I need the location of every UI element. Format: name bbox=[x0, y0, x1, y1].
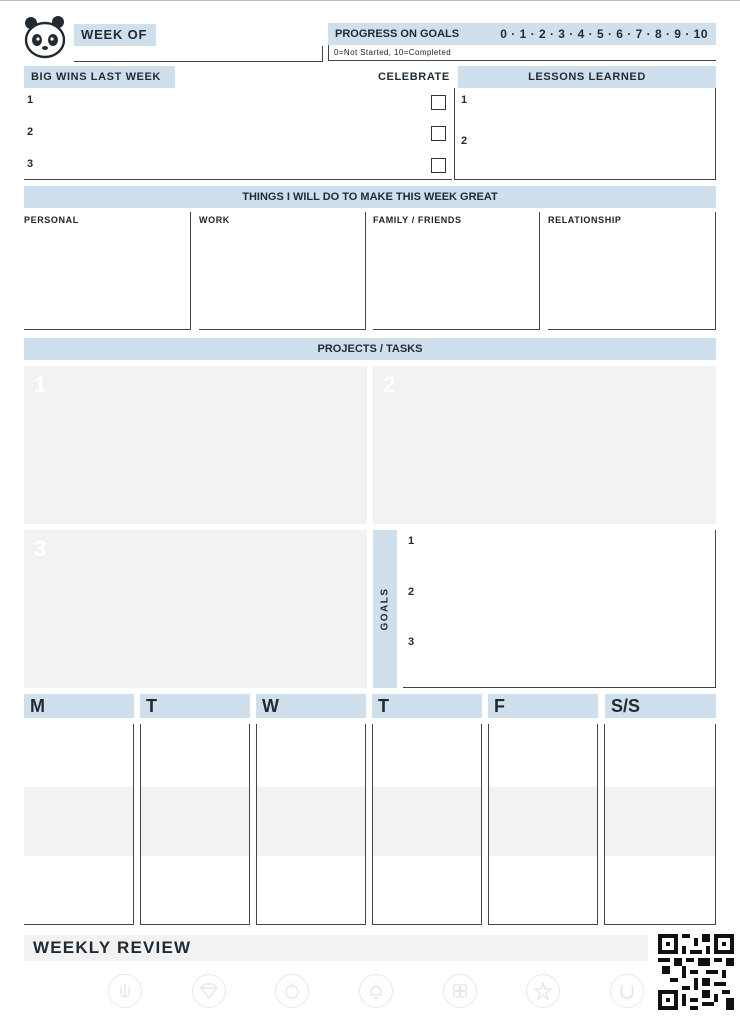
lessons-title: LESSONS LEARNED bbox=[528, 71, 646, 83]
projects-header bbox=[24, 338, 716, 360]
day-column-weekend[interactable] bbox=[604, 724, 716, 925]
hand-icon bbox=[108, 974, 142, 1008]
work-box[interactable] bbox=[199, 212, 366, 330]
goals-label: GOALS bbox=[379, 587, 391, 631]
personal-box[interactable] bbox=[24, 212, 191, 330]
day-midday-band bbox=[373, 787, 481, 856]
week-of-field[interactable] bbox=[74, 46, 323, 62]
weekly-review-title: WEEKLY REVIEW bbox=[33, 938, 192, 957]
progress-label: PROGRESS ON GOALS bbox=[335, 28, 460, 40]
project-number: 1 bbox=[34, 372, 47, 397]
day-midday-band bbox=[24, 787, 133, 856]
celebrate-checkbox[interactable] bbox=[431, 158, 446, 173]
day-label: T bbox=[146, 696, 157, 716]
project-box-1[interactable] bbox=[24, 366, 367, 524]
qr-code-icon bbox=[658, 934, 734, 1010]
diamond-icon bbox=[192, 974, 226, 1008]
day-column-thursday[interactable] bbox=[372, 724, 482, 925]
celebrate-checkbox[interactable] bbox=[431, 95, 446, 110]
goals-side-label-box bbox=[373, 530, 397, 688]
day-midday-band bbox=[605, 787, 715, 856]
clover-icon bbox=[443, 974, 477, 1008]
things-title: THINGS I WILL DO TO MAKE THIS WEEK GREAT bbox=[242, 191, 498, 203]
big-wins-title: BIG WINS LAST WEEK bbox=[31, 71, 161, 83]
project-box-2[interactable] bbox=[373, 366, 716, 524]
day-header-tuesday bbox=[140, 694, 250, 718]
day-header-wednesday bbox=[256, 694, 366, 718]
goal-number: 3 bbox=[408, 636, 415, 648]
lessons-header bbox=[458, 66, 716, 88]
lesson-number: 2 bbox=[461, 135, 468, 147]
project-box-3[interactable] bbox=[24, 530, 367, 688]
day-label: T bbox=[378, 696, 389, 716]
work-label: WORK bbox=[199, 215, 230, 225]
day-label: W bbox=[262, 696, 279, 716]
personal-label: PERSONAL bbox=[24, 215, 79, 225]
day-midday-band bbox=[257, 787, 365, 856]
family-friends-label: FAMILY / FRIENDS bbox=[373, 215, 462, 225]
panda-logo bbox=[22, 14, 70, 60]
day-label: S/S bbox=[611, 696, 641, 716]
progress-note: 0=Not Started, 10=Completed bbox=[334, 48, 452, 57]
win-number: 1 bbox=[27, 94, 34, 106]
day-header-monday bbox=[24, 694, 134, 718]
family-friends-box[interactable] bbox=[373, 212, 540, 330]
progress-note-box bbox=[328, 45, 716, 61]
bell-icon bbox=[359, 974, 393, 1008]
relationship-box[interactable] bbox=[548, 212, 716, 330]
celebrate-label: CELEBRATE bbox=[378, 71, 450, 83]
page-top-border bbox=[0, 0, 740, 1]
qr-code bbox=[658, 934, 734, 1010]
apple-icon bbox=[275, 974, 309, 1008]
win-row[interactable] bbox=[24, 156, 452, 178]
star-icon bbox=[526, 974, 560, 1008]
celebrate-checkbox[interactable] bbox=[431, 126, 446, 141]
day-header-thursday bbox=[372, 694, 482, 718]
lesson-number: 1 bbox=[461, 94, 468, 106]
day-label: F bbox=[494, 696, 505, 716]
win-number: 3 bbox=[27, 158, 34, 170]
day-header-weekend bbox=[605, 694, 716, 718]
project-number: 3 bbox=[34, 536, 47, 561]
day-column-wednesday[interactable] bbox=[256, 724, 366, 925]
day-midday-band bbox=[141, 787, 249, 856]
day-label: M bbox=[30, 696, 45, 716]
project-number: 2 bbox=[383, 372, 396, 397]
review-icon-row bbox=[108, 974, 644, 1010]
win-row[interactable] bbox=[24, 92, 452, 114]
win-number: 2 bbox=[27, 126, 34, 138]
projects-title: PROJECTS / TASKS bbox=[317, 343, 423, 355]
day-column-monday[interactable] bbox=[24, 724, 134, 925]
lessons-box[interactable] bbox=[454, 88, 716, 180]
day-header-friday bbox=[488, 694, 598, 718]
horseshoe-icon bbox=[610, 974, 644, 1008]
day-column-friday[interactable] bbox=[488, 724, 598, 925]
progress-scale: 0 · 1 · 2 · 3 · 4 · 5 · 6 · 7 · 8 · 9 · 10 bbox=[500, 27, 708, 41]
win-row[interactable] bbox=[24, 124, 452, 146]
week-of-label-box bbox=[74, 24, 156, 46]
goal-number: 1 bbox=[408, 535, 415, 547]
relationship-label: RELATIONSHIP bbox=[548, 215, 622, 225]
progress-header bbox=[328, 23, 716, 45]
big-wins-header bbox=[24, 66, 175, 88]
day-column-tuesday[interactable] bbox=[140, 724, 250, 925]
week-of-label: WEEK OF bbox=[81, 27, 148, 42]
panda-icon bbox=[22, 14, 70, 60]
things-header bbox=[24, 186, 716, 208]
weekly-review-box[interactable] bbox=[24, 935, 648, 961]
goals-box[interactable] bbox=[403, 530, 716, 688]
day-midday-band bbox=[489, 787, 597, 856]
goal-number: 2 bbox=[408, 586, 415, 598]
